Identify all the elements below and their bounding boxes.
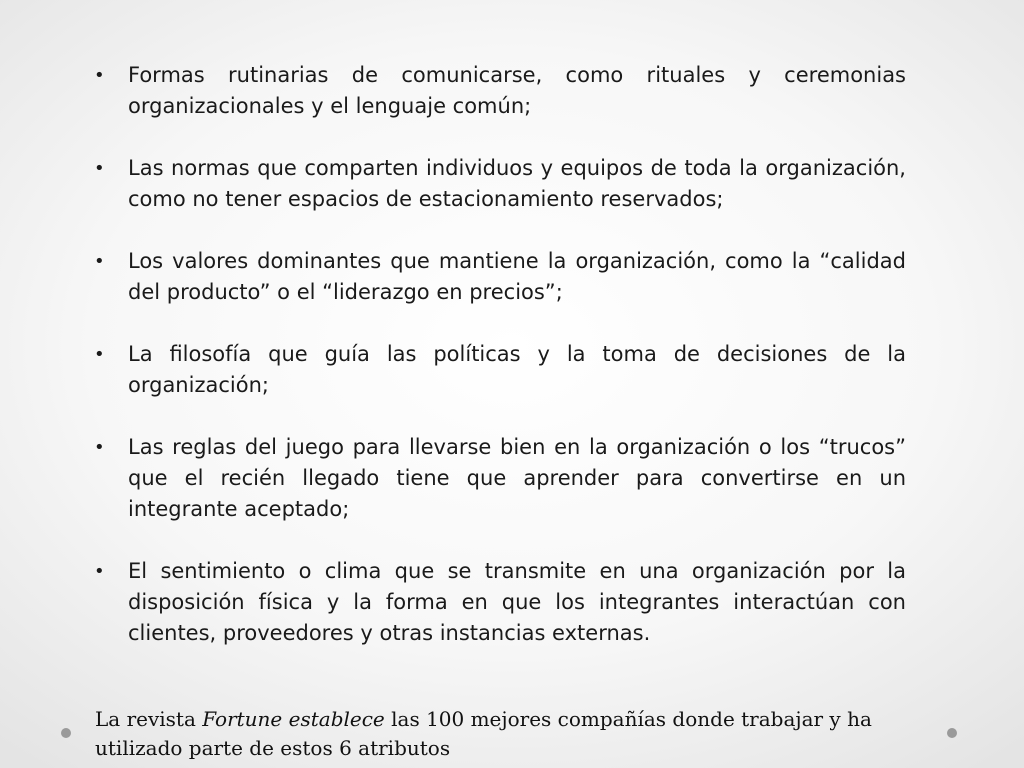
bullet-text: Las reglas del juego para llevarse bien en la organización o los “trucos” que el recién llegado tiene que aprender para convertirse en un integrante aceptado; — [128, 435, 906, 521]
footer-prefix: La revista — [95, 707, 203, 731]
bullet-item — [92, 339, 906, 401]
bullet-marker: • — [94, 251, 105, 272]
footer-note — [95, 705, 915, 763]
bullet-marker: • — [94, 561, 105, 582]
bullet-text: La filosofía que guía las políticas y la toma de decisiones de la organización; — [128, 342, 906, 397]
bullet-item — [92, 153, 906, 215]
bullet-list — [92, 60, 906, 649]
decorative-dot-right-icon — [947, 728, 957, 738]
bullet-item — [92, 556, 906, 649]
bullet-text: Formas rutinarias de comunicarse, como rituales y ceremonias organizacionales y el lenguaje común; — [128, 63, 906, 118]
bullet-marker: • — [94, 158, 105, 179]
bullet-marker: • — [94, 65, 105, 86]
bullet-item — [92, 432, 906, 525]
decorative-dot-left-icon — [61, 728, 71, 738]
bullet-item — [92, 246, 906, 308]
bullet-text: Los valores dominantes que mantiene la organización, como la “calidad del producto” o el “liderazgo en precios”; — [128, 249, 906, 304]
bullet-item — [92, 60, 906, 122]
footer-brand: Fortune establece — [202, 707, 385, 731]
bullet-text: Las normas que comparten individuos y equipos de toda la organización, como no tener espacios de estacionamiento reservados; — [128, 156, 906, 211]
bullet-marker: • — [94, 344, 105, 365]
footer-suffix: las 100 mejores compañías donde trabajar y ha utilizado parte de estos 6 atributos — [95, 707, 872, 760]
bullet-marker: • — [94, 437, 105, 458]
bullet-text: El sentimiento o clima que se transmite en una organización por la disposición física y la forma en que los integrantes interactúan con clientes, proveedores y otras instancias externas. — [128, 559, 906, 645]
